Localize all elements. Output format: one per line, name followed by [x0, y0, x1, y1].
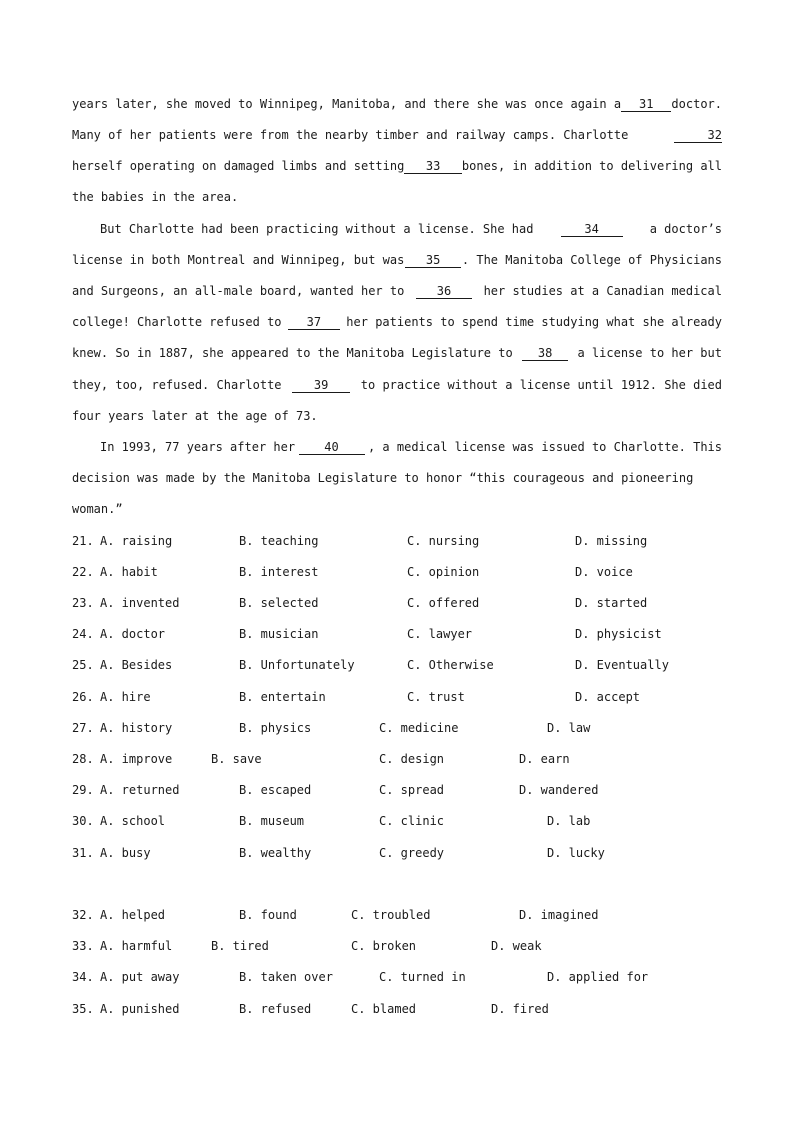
option-a: A. raising	[100, 534, 173, 548]
question-number: 32.	[72, 908, 94, 922]
passage-text: her studies at a Canadian medical	[483, 284, 722, 298]
question-number: 29.	[72, 783, 94, 797]
option-b: B. Unfortunately	[239, 658, 355, 672]
passage-text: bones, in addition to delivering all	[461, 159, 722, 173]
option-a: A. history	[100, 721, 173, 735]
passage-text: knew. So in 1887, she appeared to the Manitoba Legislature to	[72, 346, 513, 360]
option-d: D. voice	[575, 565, 633, 579]
question-row-31	[0, 844, 794, 862]
passage-line	[72, 188, 722, 206]
option-a: A. doctor	[100, 627, 166, 641]
option-a: A. Besides	[100, 658, 173, 672]
option-c: C. medicine	[379, 721, 459, 735]
question-number: 34.	[72, 970, 94, 984]
question-row-21	[0, 532, 794, 550]
passage-text: Many of her patients were from the nearby timber and railway camps. Charlotte	[72, 128, 629, 142]
question-number: 33.	[72, 939, 94, 953]
blank-38: 38	[522, 347, 568, 361]
passage-text: and Surgeons, an all-male board, wanted her to	[72, 284, 405, 298]
option-c: C. clinic	[379, 814, 445, 828]
question-number: 22.	[72, 565, 94, 579]
option-c: C. broken	[351, 939, 417, 953]
option-c: C. Otherwise	[407, 658, 494, 672]
option-a: A. punished	[100, 1002, 180, 1016]
passage-line	[72, 407, 722, 425]
question-row-30	[0, 812, 794, 830]
option-c: C. offered	[407, 596, 480, 610]
passage-text: to practice without a license until 1912. She died	[360, 378, 722, 392]
option-b: B. taken over	[239, 970, 333, 984]
question-row-25	[0, 656, 794, 674]
question-number: 35.	[72, 1002, 94, 1016]
passage-line	[72, 282, 722, 300]
question-row-22	[0, 563, 794, 581]
passage-text: . The Manitoba College of Physicians	[461, 253, 722, 267]
passage-line	[72, 313, 722, 331]
passage-text: four years later at the age of 73.	[72, 409, 318, 423]
option-c: C. blamed	[351, 1002, 417, 1016]
option-b: B. save	[211, 752, 262, 766]
question-row-33	[0, 937, 794, 955]
option-b: B. musician	[239, 627, 319, 641]
option-d: D. Eventually	[575, 658, 669, 672]
passage-text: her patients to spend time studying what she already	[346, 315, 722, 329]
passage-line	[72, 469, 722, 487]
option-b: B. museum	[239, 814, 305, 828]
option-b: B. physics	[239, 721, 312, 735]
option-d: D. lab	[547, 814, 591, 828]
option-a: A. returned	[100, 783, 180, 797]
option-a: A. hire	[100, 690, 151, 704]
option-d: D. imagined	[519, 908, 599, 922]
blank-36: 36	[416, 285, 472, 299]
passage-text: decision was made by the Manitoba Legislature to honor “this courageous and pioneering	[72, 471, 694, 485]
passage-text: they, too, refused. Charlotte	[72, 378, 282, 392]
question-number: 25.	[72, 658, 94, 672]
option-d: D. physicist	[575, 627, 662, 641]
passage-line	[100, 438, 722, 456]
passage-text: license in both Montreal and Winnipeg, but was	[72, 253, 405, 267]
option-c: C. troubled	[351, 908, 431, 922]
option-c: C. design	[379, 752, 445, 766]
passage-line	[72, 376, 722, 394]
question-number: 28.	[72, 752, 94, 766]
option-d: D. weak	[491, 939, 542, 953]
option-c: C. spread	[379, 783, 445, 797]
option-c: C. lawyer	[407, 627, 473, 641]
passage-text: college! Charlotte refused to	[72, 315, 282, 329]
option-a: A. busy	[100, 846, 151, 860]
question-row-23	[0, 594, 794, 612]
option-c: C. opinion	[407, 565, 480, 579]
passage-text: doctor.	[671, 97, 722, 111]
blank-31: 31	[621, 98, 671, 112]
passage-line	[100, 220, 722, 238]
option-b: B. refused	[239, 1002, 312, 1016]
option-a: A. improve	[100, 752, 173, 766]
option-c: C. turned in	[379, 970, 466, 984]
option-d: D. lucky	[547, 846, 605, 860]
blank-40: 40	[299, 441, 365, 455]
option-c: C. trust	[407, 690, 465, 704]
option-b: B. entertain	[239, 690, 326, 704]
option-a: A. school	[100, 814, 166, 828]
blank-37: 37	[288, 316, 340, 330]
option-c: C. nursing	[407, 534, 480, 548]
passage-line	[72, 157, 722, 175]
option-a: A. invented	[100, 596, 180, 610]
question-row-29	[0, 781, 794, 799]
question-row-35	[0, 1000, 794, 1018]
blank-35: 35	[405, 254, 461, 268]
passage-text: woman.”	[72, 502, 123, 516]
question-row-34	[0, 968, 794, 986]
question-row-24	[0, 625, 794, 643]
option-d: D. law	[547, 721, 591, 735]
passage-text: herself operating on damaged limbs and setting	[72, 159, 405, 173]
passage-line	[72, 95, 722, 113]
blank-39: 39	[292, 379, 350, 393]
option-b: B. escaped	[239, 783, 312, 797]
question-number: 24.	[72, 627, 94, 641]
question-row-28	[0, 750, 794, 768]
passage-text: In 1993, 77 years after her	[100, 440, 296, 454]
option-d: D. started	[575, 596, 648, 610]
option-a: A. harmful	[100, 939, 173, 953]
blank-33: 33	[404, 160, 462, 174]
question-number: 31.	[72, 846, 94, 860]
option-d: D. accept	[575, 690, 641, 704]
question-row-26	[0, 688, 794, 706]
question-number: 30.	[72, 814, 94, 828]
option-d: D. wandered	[519, 783, 599, 797]
question-row-32	[0, 906, 794, 924]
option-b: B. wealthy	[239, 846, 312, 860]
passage-line	[72, 126, 722, 144]
option-d: D. earn	[519, 752, 570, 766]
option-a: A. helped	[100, 908, 166, 922]
option-a: A. put away	[100, 970, 180, 984]
option-b: B. selected	[239, 596, 319, 610]
option-d: D. applied for	[547, 970, 649, 984]
passage-text: a doctor’s	[649, 222, 722, 236]
passage-line	[72, 344, 722, 362]
option-b: B. teaching	[239, 534, 319, 548]
option-b: B. tired	[211, 939, 269, 953]
blank-32: 32	[674, 129, 722, 143]
passage-text: the babies in the area.	[72, 190, 239, 204]
question-row-27	[0, 719, 794, 737]
option-b: B. found	[239, 908, 297, 922]
question-number: 23.	[72, 596, 94, 610]
option-d: D. fired	[491, 1002, 549, 1016]
passage-text: a license to her but	[577, 346, 722, 360]
option-d: D. missing	[575, 534, 648, 548]
passage-text: But Charlotte had been practicing without a license. She had	[100, 222, 534, 236]
passage-line	[72, 500, 722, 518]
question-number: 27.	[72, 721, 94, 735]
option-c: C. greedy	[379, 846, 445, 860]
blank-34: 34	[561, 223, 623, 237]
option-a: A. habit	[100, 565, 158, 579]
question-number: 21.	[72, 534, 94, 548]
question-number: 26.	[72, 690, 94, 704]
option-b: B. interest	[239, 565, 319, 579]
passage-text: years later, she moved to Winnipeg, Manitoba, and there she was once again a	[72, 97, 622, 111]
passage-line	[72, 251, 722, 269]
passage-text: , a medical license was issued to Charlotte. This	[367, 440, 722, 454]
